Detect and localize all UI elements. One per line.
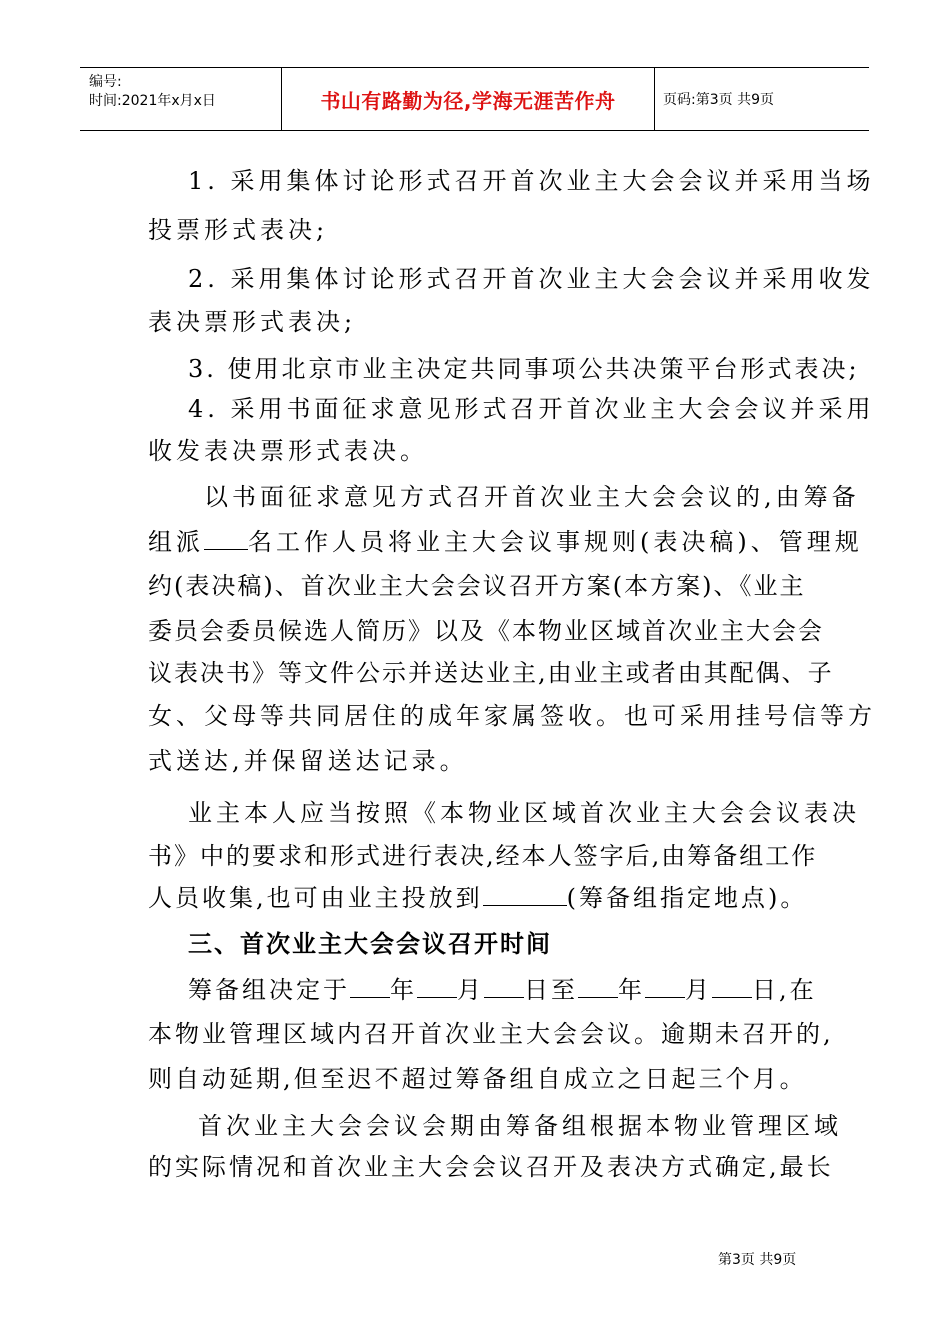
- body-line-13: 女、父母等共同居住的成年家属签收。也可采用挂号信等方: [148, 702, 876, 730]
- page-footer: 第3页 共9页: [718, 1252, 797, 1268]
- body-line-17b: (筹备组指定地点)。: [566, 884, 808, 912]
- body-line-16: 书》中的要求和形式进行表决,经本人签字后,由筹备组工作: [148, 842, 818, 870]
- body-line-17: [148, 872, 818, 924]
- day-end-label: 日,在: [752, 976, 817, 1004]
- body-line-14: 式送达,并保留送达记录。: [148, 747, 468, 775]
- staff-count-blank: [204, 527, 248, 550]
- body-line-8: 以书面征求意见方式召开首次业主大会会议的,由筹备: [204, 483, 860, 511]
- start-year-blank: [350, 975, 390, 998]
- body-line-23: 的实际情况和首次业主大会会议召开及表决方式确定,最长: [148, 1153, 834, 1181]
- year-label: 年: [390, 976, 417, 1004]
- document-number-label: 编号:: [89, 74, 122, 90]
- end-day-blank: [712, 975, 752, 998]
- header-meta-cell: [80, 68, 282, 130]
- body-line-9a: 组派: [148, 528, 204, 556]
- document-time-label: 时间:2021年x月x日: [89, 93, 216, 109]
- year-label-2: 年: [618, 976, 645, 1004]
- body-line-7: 收发表决票形式表决。: [148, 437, 428, 465]
- body-line-6: 4. 采用书面征求意见形式召开首次业主大会会议并采用: [188, 395, 875, 423]
- header-motto: 书山有路勤为径,学海无涯苦作舟: [320, 88, 616, 113]
- body-line-10: 约(表决稿)、首次业主大会会议召开方案(本方案)、《业主: [148, 572, 806, 600]
- body-line-19a: 筹备组决定于: [188, 976, 350, 1004]
- day-to-label: 日至: [524, 976, 578, 1004]
- end-year-blank: [578, 975, 618, 998]
- section-heading-3: 三、首次业主大会会议召开时间: [188, 930, 552, 958]
- body-line-15: 业主本人应当按照《本物业区域首次业主大会会议表决: [188, 799, 860, 827]
- month-label: 月: [457, 976, 484, 1004]
- drop-location-blank: [483, 883, 567, 906]
- body-line-3: 2. 采用集体讨论形式召开首次业主大会会议并采用收发: [188, 265, 875, 293]
- start-month-blank: [417, 975, 457, 998]
- body-line-21: 则自动延期,但至迟不超过筹备组自成立之日起三个月。: [148, 1065, 807, 1093]
- body-line-11: 委员会委员候选人简历》以及《本物业区域首次业主大会会: [148, 617, 824, 645]
- header-page-cell: [655, 68, 869, 130]
- body-line-4: 表决票形式表决;: [148, 308, 357, 336]
- end-month-blank: [645, 975, 685, 998]
- body-line-5: 3. 使用北京市业主决定共同事项公共决策平台形式表决;: [188, 355, 860, 383]
- body-line-9b: 名工作人员将业主大会议事规则(表决稿)、管理规: [248, 528, 863, 556]
- body-line-22: 首次业主大会会议会期由筹备组根据本物业管理区域: [198, 1112, 842, 1140]
- body-line-1: 1. 采用集体讨论形式召开首次业主大会会议并采用当场: [188, 167, 875, 195]
- header-motto-cell: [282, 68, 655, 130]
- header-page-info: 页码:第3页 共9页: [663, 92, 774, 108]
- body-line-12: 议表决书》等文件公示并送达业主,由业主或者由其配偶、子: [148, 659, 834, 687]
- start-day-blank: [484, 975, 524, 998]
- month-label-2: 月: [685, 976, 712, 1004]
- page-header: [80, 67, 869, 131]
- body-line-17a: 人员收集,也可由业主投放到: [148, 884, 483, 912]
- body-line-20: 本物业管理区域内召开首次业主大会会议。逾期未召开的,: [148, 1020, 834, 1048]
- body-line-2: 投票形式表决;: [148, 216, 329, 244]
